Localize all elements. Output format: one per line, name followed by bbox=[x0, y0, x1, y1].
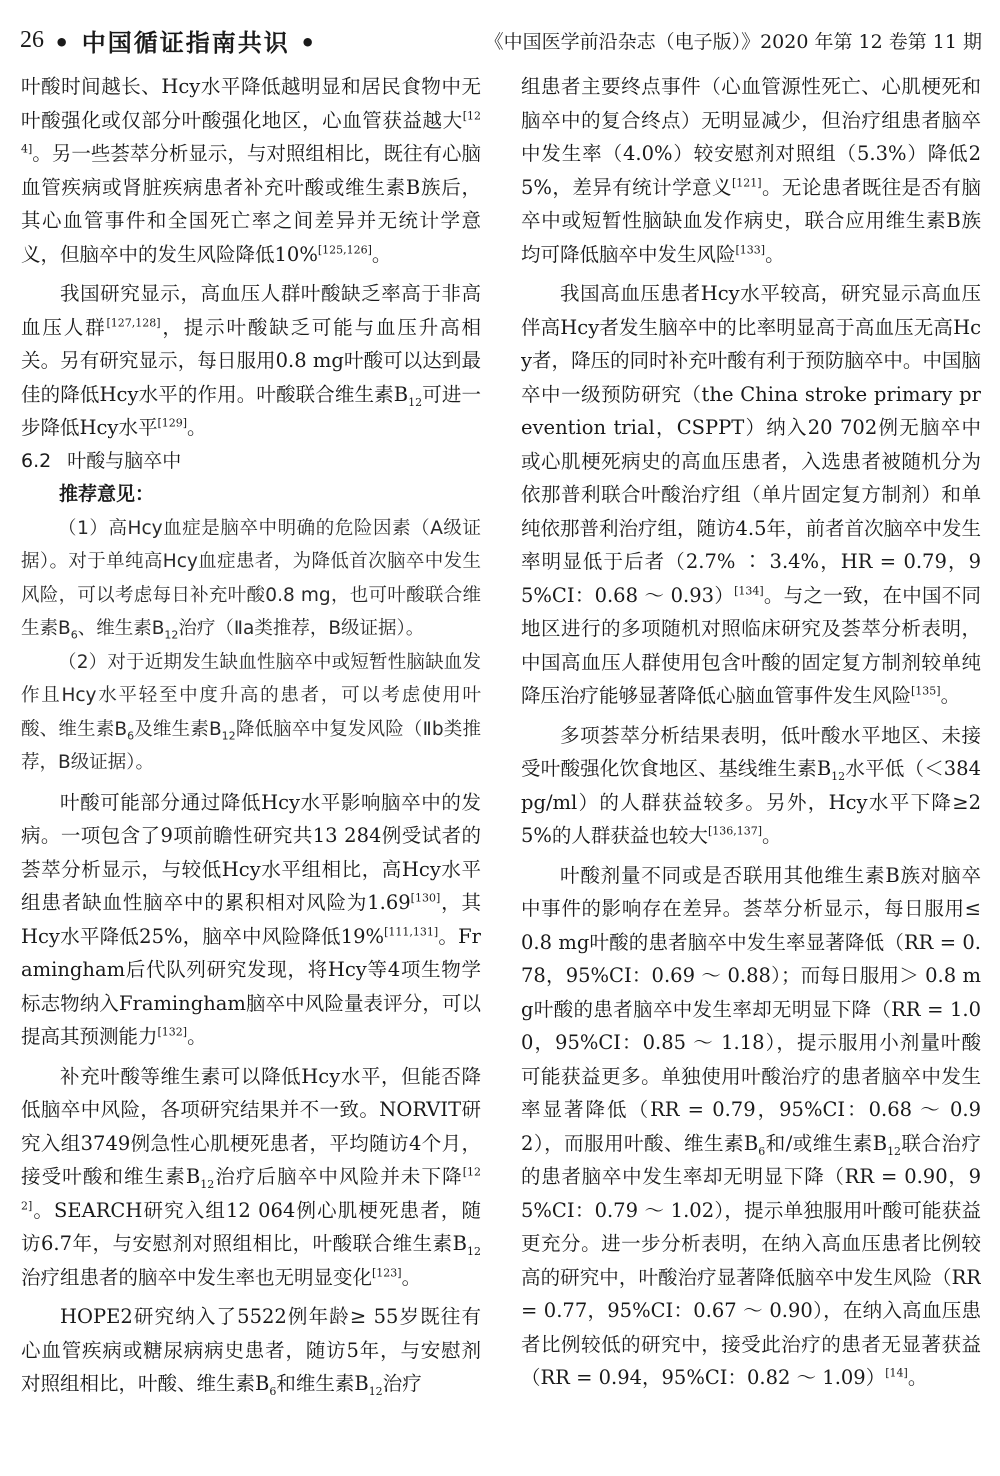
paragraph: HOPE2研究纳入了5522例年龄≥ 55岁既往有心血管疾病或糖尿病病史患者，随访5年，与安慰剂对照组相比，叶酸、维生素$B_6$和维生素$B_{12}$治疗 bbox=[21, 1305, 481, 1398]
section-number: 6.2 bbox=[21, 449, 52, 472]
citation: [133] bbox=[735, 243, 766, 256]
citation: [123] bbox=[372, 1266, 402, 1279]
citation: [14] bbox=[885, 1366, 908, 1380]
section-heading bbox=[21, 445, 481, 479]
recommendation-item: （2）对于近期发生缺血性脑卒中或短暂性脑缺血发作且Hcy水平轻至中度升高的患者，可以考虑使用叶酸、维生素$B_6$及维生素$B_{12}$降低脑卒中复发风险（Ⅱb类推荐，B级证据）。 bbox=[21, 651, 481, 773]
citation: [124] bbox=[21, 109, 481, 156]
section-title: 叶酸与脑卒中 bbox=[67, 449, 182, 472]
paragraph: 叶酸时间越长、Hcy水平降低越明显和居民食物中无叶酸强化或仅部分叶酸强化地区，心血管获益越大[124]。另一些荟萃分析显示，与对照组相比，既往有心脑血管疾病或肾脏疾病患者补充叶酸或维生素B族后，其心血管事件和全国死亡率之间差异并无统计学意义，但脑卒中的发生风险降低10%[125,126]。 bbox=[21, 75, 481, 266]
recommendation-item: （1）高Hcy血症是脑卒中明确的危险因素（A级证据）。对于单纯高Hcy血症患者，为降低首次脑卒中发生风险，可以考虑每日补充叶酸0.8 mg，也可叶酸联合维生素$B_6$、维生素$B_{12}$治疗（Ⅱa类推荐，B级证据）。 bbox=[21, 517, 481, 642]
paragraph: 补充叶酸等维生素可以降低Hcy水平，但能否降低脑卒中风险，各项研究结果并不一致。NORVIT研究入组3749例急性心肌梗死患者，平均随访4个月，接受叶酸和维生素$B_{12}$治疗后脑卒中风险并未下降[122]。SEARCH研究入组12 064例心肌梗死患者，随访6.7年，与安慰剂对照组相比，叶酸联合维生素$B_{12}$治疗组患者的脑卒中发生率也无明显变化[123]。 bbox=[21, 1064, 481, 1289]
citation: [127,128] bbox=[106, 316, 161, 329]
citation: [129] bbox=[157, 416, 188, 430]
recommendation-title: 推荐意见： bbox=[59, 483, 155, 505]
column-name: • 中国循证指南共识 • bbox=[54, 28, 318, 57]
journal-citation: 《中国医学前沿杂志（电子版）》2020 年第 12 卷第 11 期 bbox=[484, 30, 982, 53]
citation: [122] bbox=[21, 1165, 481, 1212]
paragraph: 多项荟萃分析结果表明，低叶酸水平地区、未接受叶酸强化饮食地区、基线维生素$B_{12}$水平低（＜384 pg/ml）的人群获益较多。另外，Hcy水平下降≥25%的人群获益也较大[136,137]。 bbox=[521, 723, 981, 847]
paragraph: 叶酸剂量不同或是否联用其他维生素B族对脑卒中事件的影响存在差异。荟萃分析显示，每日服用≤ 0.8 mg叶酸的患者脑卒中发生率显著降低（RR = 0.78，95%CI：0.69 ～ 0.88）；而每日服用＞ 0.8 mg叶酸的患者脑卒中发生率却无明显下降（RR = 1.00，95%CI：0.85 ～ 1.18），提示服用小剂量叶酸可能获益更多。单独使用叶酸治疗的患者脑卒中发生率显著降低（RR = 0.79，95%CI：0.68 ～ 0.92），而服用叶酸、维生素$B_6$和/或维生素$B_{12}$联合治疗的患者脑卒中发生率却无明显下降（RR = 0.90，95%CI：0.79 ～ 1.02），提示单独服用叶酸可能获益更充分。进一步分析表明，在纳入高血压患者比例较高的研究中，叶酸治疗显著降低脑卒中发生风险（RR = 0.77，95%CI：0.67 ～ 0.90），在纳入高血压患者比例较低的研究中，接受此治疗的患者无显著获益（RR = 0.94，95%CI：0.82 ～ 1.09）[14]。 bbox=[521, 863, 981, 1389]
paragraph: 叶酸可能部分通过降低Hcy水平影响脑卒中的发病。一项包含了9项前瞻性研究共13 284例受试者的荟萃分析显示，与较低Hcy水平组相比，高Hcy水平组患者缺血性脑卒中的累积相对风险为1.69[130]，其Hcy水平降低25%，脑卒中风险降低19%[111,131]。Framingham后代队列研究发现，将Hcy等4项生物学标志物纳入Framingham脑卒中风险量表评分，可以提高其预测能力[132]。 bbox=[21, 790, 481, 1048]
left-column bbox=[21, 70, 481, 1470]
citation: [134] bbox=[734, 584, 764, 597]
citation: [121] bbox=[731, 176, 762, 189]
paragraph: 组患者主要终点事件（心血管源性死亡、心肌梗死和脑卒中的复合终点）无明显减少，但治疗组患者脑卒中发生率（4.0%）较安慰剂对照组（5.3%）降低25%，差异有统计学意义[121]。无论患者既往是否有脑卒中或短暂性脑缺血发作病史，联合应用维生素B族均可降低脑卒中发生风险[133]。 bbox=[521, 75, 981, 266]
citation: [130] bbox=[410, 891, 441, 905]
citation: [125,126] bbox=[317, 243, 372, 256]
citation: [135] bbox=[911, 684, 941, 698]
right-column bbox=[521, 70, 981, 1470]
paragraph: 我国研究显示，高血压人群叶酸缺乏率高于非高血压人群[127,128]，提示叶酸缺乏可能与血压升高相关。另有研究显示，每日服用0.8 mg叶酸可以达到最佳的降低Hcy水平的作用。叶酸联合维生素$B_{12}$可进一步降低Hcy水平[129]。 bbox=[21, 282, 481, 439]
citation: [111,131] bbox=[384, 925, 439, 938]
paragraph: 我国高血压患者Hcy水平较高，研究显示高血压伴高Hcy者发生脑卒中的比率明显高于高血压无高Hcy者，降压的同时补充叶酸有利于预防脑卒中。中国脑卒中一级预防研究（the China stroke primary prevention trial，CSPPT）纳入20 702例无脑卒中或心肌梗死病史的高血压患者，入选患者被随机分为依那普利联合叶酸治疗组（单片固定复方制剂）和单纯依那普利治疗组，随访4.5年，前者首次脑卒中发生率明显低于后者（2.7% ∶ 3.4%，HR = 0.79，95%CI：0.68 ～ 0.93）[134]。与之一致，在中国不同地区进行的多项随机对照临床研究及荟萃分析表明，中国高血压人群使用包含叶酸的固定复方制剂较单纯降压治疗能够显著降低心脑血管事件发生风险[135]。 bbox=[521, 282, 981, 707]
header-left bbox=[20, 23, 317, 58]
citation: [136,137] bbox=[707, 824, 763, 838]
page-number: 26 bbox=[20, 26, 44, 53]
page-header bbox=[20, 20, 982, 60]
citation: [132] bbox=[157, 1025, 188, 1039]
